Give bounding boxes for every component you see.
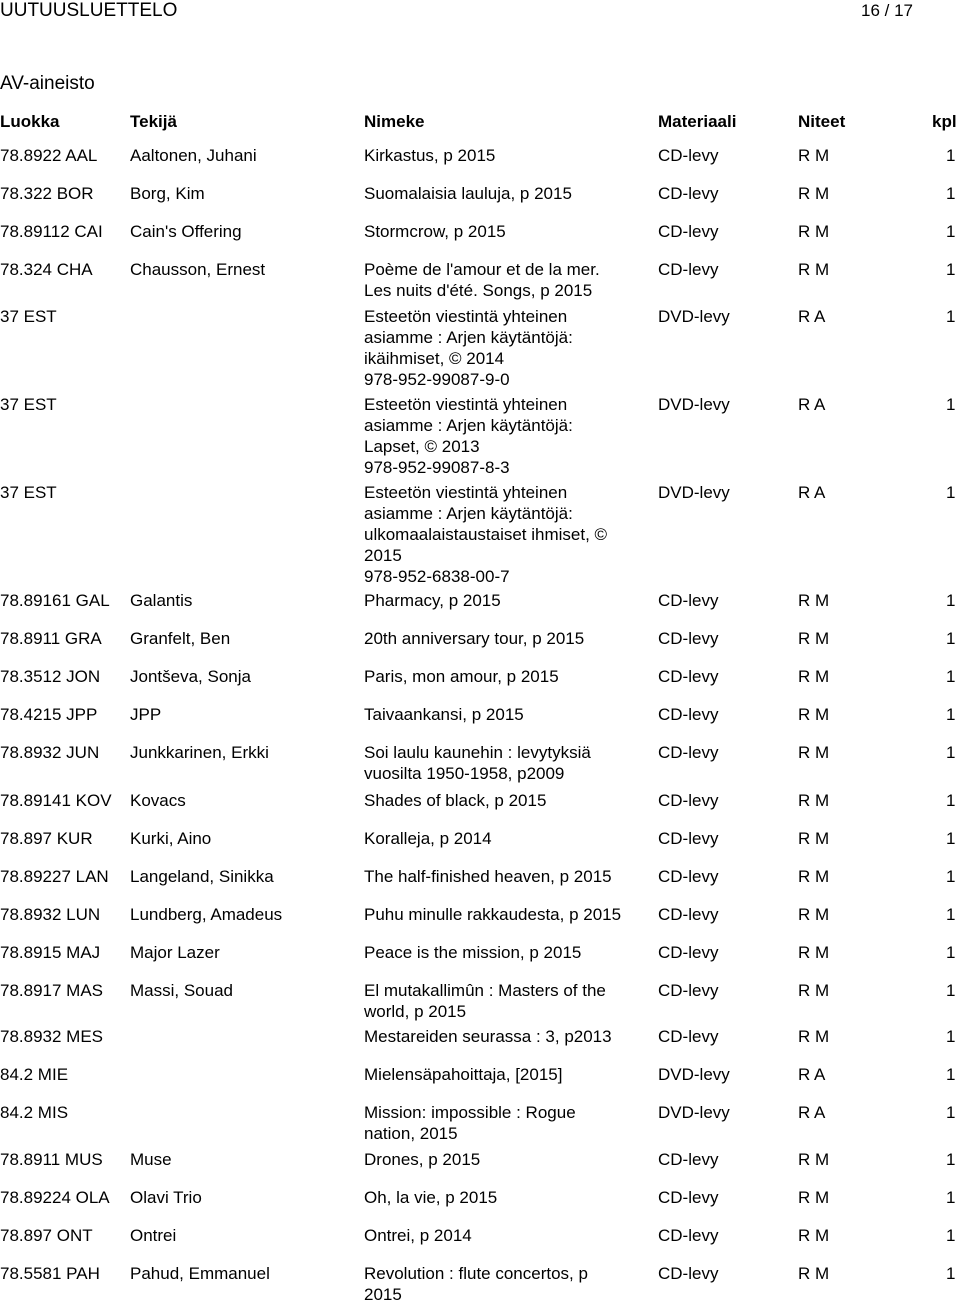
nimeke-line: 2015 xyxy=(364,546,402,565)
nimeke-line: Esteetön viestintä yhteinen xyxy=(364,307,568,326)
cell-niteet: R M xyxy=(798,867,830,886)
cell-niteet: R M xyxy=(798,146,830,165)
cell-tekija: Muse xyxy=(130,1150,172,1169)
cell-nimeke xyxy=(364,259,652,301)
cell-materiaali: CD-levy xyxy=(658,260,719,279)
cell-luokka: 37 EST xyxy=(0,395,57,414)
cell-niteet: R M xyxy=(798,905,830,924)
cell-luokka: 78.89227 LAN xyxy=(0,867,109,886)
cell-materiaali: CD-levy xyxy=(658,629,719,648)
cell-luokka: 78.89141 KOV xyxy=(0,791,112,810)
nimeke-line: El mutakallimûn : Masters of the xyxy=(364,981,606,1000)
cell-niteet: R M xyxy=(798,1150,830,1169)
cell-materiaali: CD-levy xyxy=(658,591,719,610)
cell-luokka: 78.4215 JPP xyxy=(0,705,98,724)
cell-kpl: 1 xyxy=(946,1188,956,1207)
cell-nimeke xyxy=(364,590,652,611)
nimeke-line: Pharmacy, p 2015 xyxy=(364,591,501,610)
cell-nimeke xyxy=(364,942,652,963)
cell-materiaali: CD-levy xyxy=(658,667,719,686)
nimeke-line: Stormcrow, p 2015 xyxy=(364,222,506,241)
cell-tekija: Jontševa, Sonja xyxy=(130,667,251,686)
cell-nimeke xyxy=(364,1263,652,1305)
cell-kpl: 1 xyxy=(946,629,956,648)
column-header-nimeke: Nimeke xyxy=(364,112,425,131)
cell-kpl: 1 xyxy=(946,705,956,724)
cell-kpl: 1 xyxy=(946,307,956,326)
cell-niteet: R M xyxy=(798,1027,830,1046)
nimeke-line: Mestareiden seurassa : 3, p2013 xyxy=(364,1027,612,1046)
nimeke-line: Kirkastus, p 2015 xyxy=(364,146,496,165)
nimeke-line: Esteetön viestintä yhteinen xyxy=(364,395,568,414)
cell-tekija: JPP xyxy=(130,705,162,724)
cell-nimeke xyxy=(364,394,652,478)
cell-nimeke xyxy=(364,1187,652,1208)
cell-nimeke xyxy=(364,306,652,390)
cell-kpl: 1 xyxy=(946,1226,956,1245)
cell-luokka: 78.8932 MES xyxy=(0,1027,104,1046)
column-header-niteet: Niteet xyxy=(798,112,846,131)
cell-kpl: 1 xyxy=(946,1065,956,1084)
cell-niteet: R A xyxy=(798,395,826,414)
cell-kpl: 1 xyxy=(946,146,956,165)
cell-materiaali: DVD-levy xyxy=(658,1103,730,1122)
cell-nimeke xyxy=(364,145,652,166)
nimeke-line: The half-finished heaven, p 2015 xyxy=(364,867,612,886)
cell-materiaali: CD-levy xyxy=(658,743,719,762)
cell-niteet: R A xyxy=(798,1065,826,1084)
cell-luokka: 37 EST xyxy=(0,483,57,502)
cell-luokka: 37 EST xyxy=(0,307,57,326)
cell-niteet: R M xyxy=(798,981,830,1000)
cell-nimeke xyxy=(364,1102,652,1144)
column-header-materiaali: Materiaali xyxy=(658,112,737,131)
cell-luokka: 78.8932 LUN xyxy=(0,905,101,924)
cell-nimeke xyxy=(364,1064,652,1085)
nimeke-line: Mielensäpahoittaja, [2015] xyxy=(364,1065,563,1084)
cell-kpl: 1 xyxy=(946,743,956,762)
nimeke-line: Lapset, © 2013 xyxy=(364,437,480,456)
cell-niteet: R M xyxy=(798,591,830,610)
cell-luokka: 78.89112 CAI xyxy=(0,222,103,241)
nimeke-line: Taivaankansi, p 2015 xyxy=(364,705,524,724)
column-header-luokka: Luokka xyxy=(0,112,60,131)
cell-materiaali: CD-levy xyxy=(658,905,719,924)
cell-tekija: Galantis xyxy=(130,591,193,610)
nimeke-line: asiamme : Arjen käytäntöjä: xyxy=(364,504,573,523)
cell-luokka: 78.8922 AAL xyxy=(0,146,98,165)
nimeke-line: world, p 2015 xyxy=(364,1002,467,1021)
cell-materiaali: CD-levy xyxy=(658,1150,719,1169)
nimeke-line: 978-952-6838-00-7 xyxy=(364,567,510,586)
cell-kpl: 1 xyxy=(946,222,956,241)
cell-niteet: R A xyxy=(798,483,826,502)
nimeke-line: Suomalaisia lauluja, p 2015 xyxy=(364,184,572,203)
cell-luokka: 78.8932 JUN xyxy=(0,743,100,762)
cell-tekija: Chausson, Ernest xyxy=(130,260,266,279)
cell-luokka: 78.8911 GRA xyxy=(0,629,102,648)
nimeke-line: asiamme : Arjen käytäntöjä: xyxy=(364,416,573,435)
cell-luokka: 78.324 CHA xyxy=(0,260,93,279)
cell-kpl: 1 xyxy=(946,1027,956,1046)
cell-kpl: 1 xyxy=(946,1103,956,1122)
cell-niteet: R M xyxy=(798,1188,830,1207)
nimeke-line: Revolution : flute concertos, p xyxy=(364,1264,588,1283)
cell-kpl: 1 xyxy=(946,981,956,1000)
cell-materiaali: DVD-levy xyxy=(658,395,730,414)
cell-kpl: 1 xyxy=(946,395,956,414)
cell-luokka: 78.3512 JON xyxy=(0,667,101,686)
cell-kpl: 1 xyxy=(946,1264,956,1283)
cell-niteet: R A xyxy=(798,307,826,326)
cell-nimeke xyxy=(364,482,652,587)
cell-materiaali: CD-levy xyxy=(658,1226,719,1245)
cell-niteet: R M xyxy=(798,184,830,203)
nimeke-line: nation, 2015 xyxy=(364,1124,458,1143)
cell-tekija: Granfelt, Ben xyxy=(130,629,231,648)
cell-nimeke xyxy=(364,704,652,725)
cell-niteet: R M xyxy=(798,829,830,848)
cell-nimeke xyxy=(364,980,652,1022)
cell-materiaali: CD-levy xyxy=(658,222,719,241)
nimeke-line: Esteetön viestintä yhteinen xyxy=(364,483,568,502)
cell-nimeke xyxy=(364,628,652,649)
cell-kpl: 1 xyxy=(946,667,956,686)
nimeke-line: 978-952-99087-9-0 xyxy=(364,370,510,389)
cell-materiaali: CD-levy xyxy=(658,829,719,848)
cell-nimeke xyxy=(364,904,652,925)
cell-kpl: 1 xyxy=(946,591,956,610)
column-header-kpl: kpl xyxy=(932,112,957,131)
cell-materiaali: DVD-levy xyxy=(658,483,730,502)
cell-niteet: R M xyxy=(798,743,830,762)
nimeke-line: Ontrei, p 2014 xyxy=(364,1226,472,1245)
cell-kpl: 1 xyxy=(946,943,956,962)
cell-materiaali: CD-levy xyxy=(658,705,719,724)
cell-luokka: 78.5581 PAH xyxy=(0,1264,100,1283)
cell-niteet: R M xyxy=(798,1264,830,1283)
cell-tekija: Aaltonen, Juhani xyxy=(130,146,257,165)
nimeke-line: Paris, mon amour, p 2015 xyxy=(364,667,559,686)
nimeke-line: asiamme : Arjen käytäntöjä: xyxy=(364,328,573,347)
cell-materiaali: DVD-levy xyxy=(658,1065,730,1084)
cell-nimeke xyxy=(364,828,652,849)
column-header-tekija: Tekijä xyxy=(130,112,177,131)
cell-materiaali: CD-levy xyxy=(658,1188,719,1207)
cell-nimeke xyxy=(364,866,652,887)
cell-niteet: R M xyxy=(798,667,830,686)
cell-kpl: 1 xyxy=(946,829,956,848)
cell-kpl: 1 xyxy=(946,184,956,203)
cell-luokka: 78.897 KUR xyxy=(0,829,93,848)
cell-materiaali: CD-levy xyxy=(658,1027,719,1046)
cell-tekija: Borg, Kim xyxy=(130,184,205,203)
cell-tekija: Massi, Souad xyxy=(130,981,233,1000)
cell-niteet: R M xyxy=(798,260,830,279)
nimeke-line: Poème de l'amour et de la mer. xyxy=(364,260,600,279)
cell-kpl: 1 xyxy=(946,867,956,886)
cell-nimeke xyxy=(364,1026,652,1047)
cell-nimeke xyxy=(364,742,652,784)
cell-kpl: 1 xyxy=(946,1150,956,1169)
nimeke-line: Soi laulu kaunehin : levytyksiä xyxy=(364,743,591,762)
nimeke-line: vuosilta 1950-1958, p2009 xyxy=(364,764,565,783)
cell-tekija: Cain's Offering xyxy=(130,222,242,241)
nimeke-line: Peace is the mission, p 2015 xyxy=(364,943,582,962)
nimeke-line: 2015 xyxy=(364,1285,402,1304)
cell-materiaali: CD-levy xyxy=(658,943,719,962)
cell-tekija: Kovacs xyxy=(130,791,186,810)
cell-luokka: 84.2 MIE xyxy=(0,1065,69,1084)
cell-materiaali: CD-levy xyxy=(658,791,719,810)
cell-tekija: Lundberg, Amadeus xyxy=(130,905,283,924)
page-number: 16 / 17 xyxy=(861,1,913,20)
cell-nimeke xyxy=(364,221,652,242)
cell-tekija: Kurki, Aino xyxy=(130,829,212,848)
section-title: AV-aineisto xyxy=(0,73,95,94)
cell-kpl: 1 xyxy=(946,791,956,810)
cell-luokka: 78.89224 OLA xyxy=(0,1188,110,1207)
cell-tekija: Major Lazer xyxy=(130,943,220,962)
cell-luokka: 84.2 MIS xyxy=(0,1103,69,1122)
cell-materiaali: CD-levy xyxy=(658,146,719,165)
cell-nimeke xyxy=(364,183,652,204)
cell-luokka: 78.89161 GAL xyxy=(0,591,110,610)
nimeke-line: Drones, p 2015 xyxy=(364,1150,481,1169)
cell-tekija: Olavi Trio xyxy=(130,1188,202,1207)
nimeke-line: 20th anniversary tour, p 2015 xyxy=(364,629,585,648)
cell-luokka: 78.322 BOR xyxy=(0,184,94,203)
cell-niteet: R M xyxy=(798,943,830,962)
cell-luokka: 78.8917 MAS xyxy=(0,981,104,1000)
nimeke-line: Koralleja, p 2014 xyxy=(364,829,492,848)
nimeke-line: Oh, la vie, p 2015 xyxy=(364,1188,498,1207)
cell-kpl: 1 xyxy=(946,905,956,924)
cell-materiaali: DVD-levy xyxy=(658,307,730,326)
cell-nimeke xyxy=(364,1149,652,1170)
cell-luokka: 78.8911 MUS xyxy=(0,1150,103,1169)
cell-materiaali: CD-levy xyxy=(658,981,719,1000)
cell-tekija: Pahud, Emmanuel xyxy=(130,1264,270,1283)
cell-niteet: R M xyxy=(798,222,830,241)
nimeke-line: 978-952-99087-8-3 xyxy=(364,458,510,477)
catalog-title: UUTUUSLUETTELO xyxy=(0,0,178,21)
nimeke-line: ulkomaalaistaustaiset ihmiset, © xyxy=(364,525,608,544)
cell-luokka: 78.8915 MAJ xyxy=(0,943,101,962)
cell-materiaali: CD-levy xyxy=(658,867,719,886)
cell-tekija: Ontrei xyxy=(130,1226,177,1245)
cell-tekija: Junkkarinen, Erkki xyxy=(130,743,269,762)
cell-materiaali: CD-levy xyxy=(658,184,719,203)
cell-tekija: Langeland, Sinikka xyxy=(130,867,274,886)
cell-niteet: R A xyxy=(798,1103,826,1122)
cell-luokka: 78.897 ONT xyxy=(0,1226,93,1245)
cell-niteet: R M xyxy=(798,705,830,724)
cell-materiaali: CD-levy xyxy=(658,1264,719,1283)
nimeke-line: Shades of black, p 2015 xyxy=(364,791,547,810)
nimeke-line: ikäihmiset, © 2014 xyxy=(364,349,505,368)
cell-nimeke xyxy=(364,1225,652,1246)
cell-niteet: R M xyxy=(798,1226,830,1245)
cell-niteet: R M xyxy=(798,629,830,648)
cell-nimeke xyxy=(364,666,652,687)
cell-kpl: 1 xyxy=(946,483,956,502)
cell-kpl: 1 xyxy=(946,260,956,279)
cell-niteet: R M xyxy=(798,791,830,810)
nimeke-line: Les nuits d'été. Songs, p 2015 xyxy=(364,281,593,300)
nimeke-line: Mission: impossible : Rogue xyxy=(364,1103,576,1122)
nimeke-line: Puhu minulle rakkaudesta, p 2015 xyxy=(364,905,622,924)
cell-nimeke xyxy=(364,790,652,811)
